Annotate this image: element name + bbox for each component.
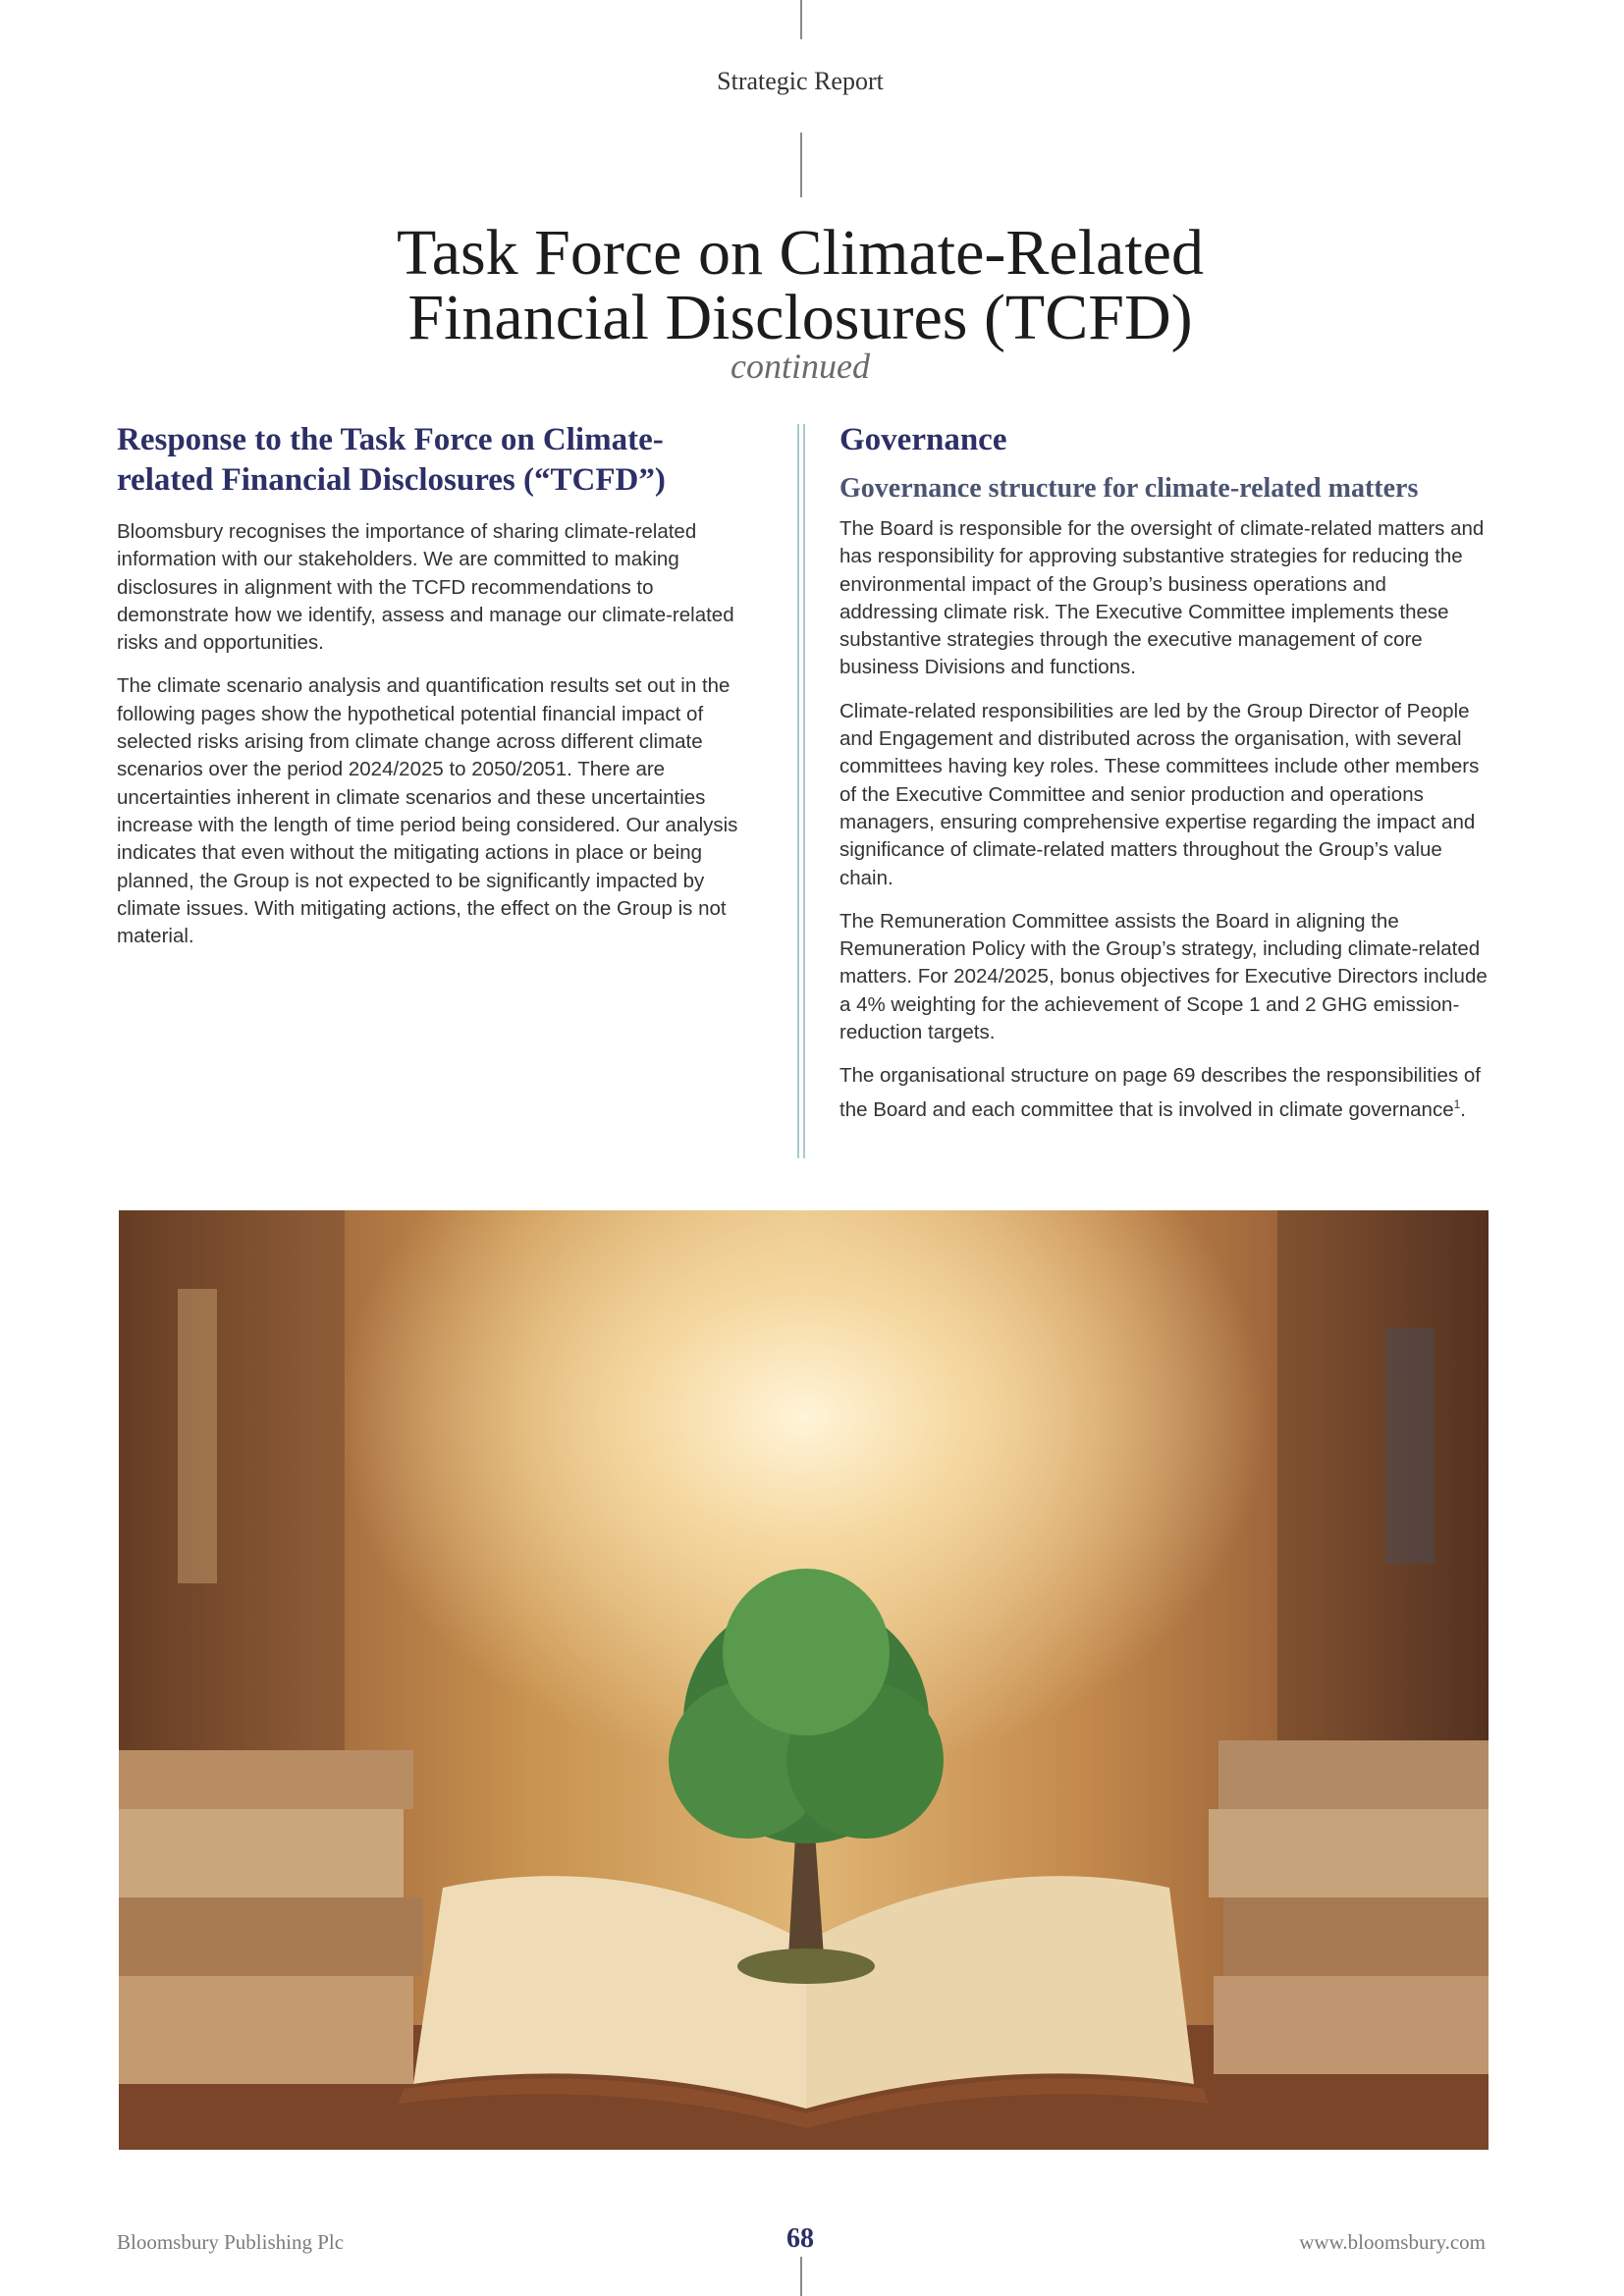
book-stack-right — [1209, 1740, 1489, 2074]
header-rule — [800, 133, 802, 197]
footer-website[interactable]: www.bloomsbury.com — [1299, 2230, 1486, 2254]
page-subtitle: continued — [731, 347, 870, 386]
bottom-rule — [800, 2257, 802, 2296]
governance-heading: Governance — [839, 422, 1007, 457]
paragraph: The Remuneration Committee assists the Board in aligning the Remuneration Policy with the Group’s strategy, including climate-related matters. For 2024/2025, bonus objectives for Executive Directors include a 4% weighting for the achievement of Scope 1 and 2 GHG emission-reduction targets. — [839, 909, 1488, 1044]
footer-company: Bloomsbury Publishing Plc — [117, 2230, 345, 2254]
paragraph-text: The organisational structure on page 69 describes the responsibilities of the Board and each committee that is involved in climate governance — [839, 1064, 1481, 1121]
page-title — [0, 217, 1600, 353]
shelf-right — [1277, 1210, 1489, 1819]
paragraph: Climate-related responsibilities are led by the Group Director of People and Engagement and distributed across the organisation, with several committees having key roles. These committees include other members of the Executive Committee and senior production and operations managers, ensuring comprehensive expertise regarding the impact and significance of climate-related matters throughout the Group’s value chain. — [839, 699, 1480, 889]
title-line-1: Task Force on Climate-Related — [397, 217, 1204, 289]
paragraph: Bloomsbury recognises the importance of sharing climate-related information with our stakeholders. We are committed to making disclosures in alignment with the TCFD recommendations to demonstrate how we identify, assess and manage our climate-related risks and opportunities. — [117, 520, 734, 655]
left-column — [117, 420, 765, 966]
tcfd-response-heading — [117, 420, 765, 501]
paragraph — [839, 1062, 1488, 1123]
column-divider — [797, 424, 805, 1158]
shelf-left — [119, 1210, 345, 1819]
blurred-book — [178, 1289, 217, 1583]
paragraph: The Board is responsible for the oversight of climate-related matters and has responsibility for approving substantive strategies for reducing the environmental impact of the Group’s business operations and addressing climate risk. The Executive Committee implements these substantive strategies through the executive management of core business Divisions and functions. — [839, 517, 1485, 679]
heading-line-2: related Financial Disclosures (“TCFD”) — [117, 462, 666, 498]
paragraph: The climate scenario analysis and quantification results set out in the following pages show the hypothetical potential financial impact of selected risks arising from climate change across different climate scenarios over the period 2024/2025 to 2050/2051. There are uncertainties inherent in climate scenarios and these uncertainties increase with the length of time period being considered. Our analysis indicates that even without the mitigating actions in place or being planned, the Group is not expected to be significantly impacted by climate issues. With mitigating actions, the effect on the Group is not material. — [117, 674, 738, 948]
governance-subheading: Governance structure for climate-related matters — [839, 473, 1419, 504]
title-line-2: Financial Disclosures (TCFD) — [407, 282, 1193, 353]
section-label: Strategic Report — [717, 67, 884, 95]
blurred-book — [1385, 1328, 1435, 1564]
paragraph-end: . — [1460, 1097, 1466, 1121]
page-number: 68 — [786, 2223, 814, 2254]
tree-book-illustration — [119, 1210, 1489, 2150]
heading-line-1: Response to the Task Force on Climate- — [117, 422, 664, 457]
top-rule — [800, 0, 802, 39]
book-stack-left — [119, 1750, 423, 2084]
footnote-marker: 1 — [1453, 1096, 1461, 1111]
right-column — [839, 420, 1488, 1140]
tree-book-photo — [119, 1210, 1489, 2150]
